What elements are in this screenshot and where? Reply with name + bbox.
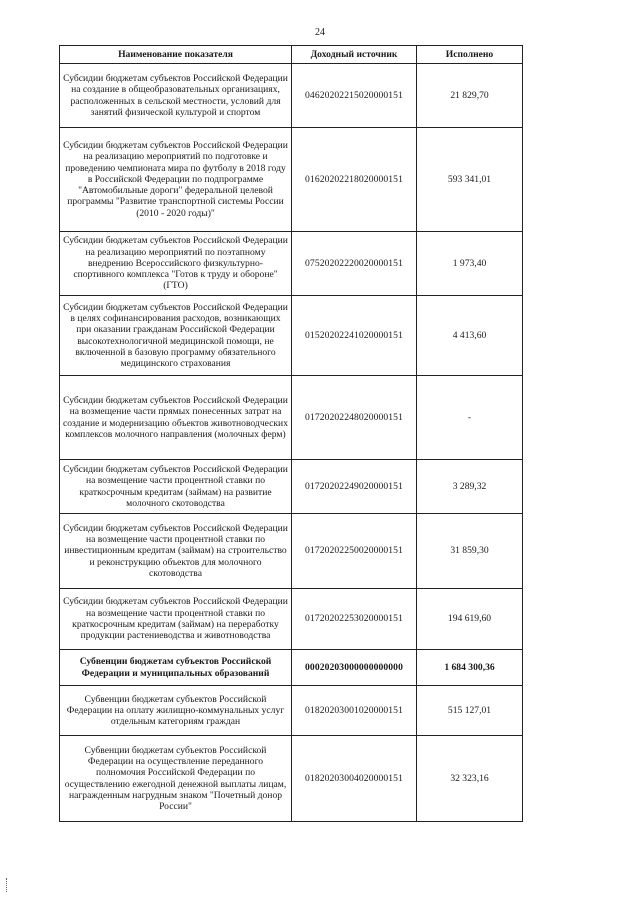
table-row [60,686,523,736]
row-done: 3 289,32 [417,460,523,514]
table-row-subtotal [60,650,523,686]
row-name: Субсидии бюджетам субъектов Российской Федерации на реализацию мероприятий по подготовке и проведению чемпионата мира по футболу в 2018 году в Российской Федерации по подпрограмме "Автомобильные дороги" федеральной целевой программы "Развитие транспортной системы России (2010 - 2020 годы)" [60,128,292,232]
row-done: 31 859,30 [417,514,523,589]
row-source: 01820203001020000151 [292,686,417,736]
row-source: 00020203000000000000 [292,650,417,686]
table-row [60,232,523,296]
table-header-row [60,46,523,64]
header-done: Исполнено [417,46,523,64]
header-source: Доходный источник [292,46,417,64]
scan-edge-mark [6,878,8,892]
row-source: 04620202215020000151 [292,64,417,128]
table-row [60,376,523,460]
row-source: 01820203004020000151 [292,736,417,822]
table-row [60,128,523,232]
table-row [60,514,523,589]
row-name: Субсидии бюджетам субъектов Российской Федерации на возмещение части процентной ставки по краткосрочным кредитам (займам) на переработку продукции растениеводства и животноводства [60,589,292,650]
table-row [60,296,523,376]
row-source: 01720202248020000151 [292,376,417,460]
row-done: 32 323,16 [417,736,523,822]
table-row [60,736,523,822]
row-name: Субсидии бюджетам субъектов Российской Федерации на возмещение части процентной ставки по краткосрочным кредитам (займам) на развитие молочного скотоводства [60,460,292,514]
row-done: 1 973,40 [417,232,523,296]
row-done: - [417,376,523,460]
row-done: 515 127,01 [417,686,523,736]
row-name: Субсидии бюджетам субъектов Российской Федерации на реализацию мероприятий по поэтапному внедрению Всероссийского физкультурно-спортивного комплекса "Готов к труду и обороне" (ГТО) [60,232,292,296]
row-source: 01620202218020000151 [292,128,417,232]
table-row [60,460,523,514]
row-done: 593 341,01 [417,128,523,232]
report-table [59,45,523,822]
row-done: 21 829,70 [417,64,523,128]
row-name: Субсидии бюджетам субъектов Российской Федерации на возмещение части прямых понесенных затрат на создание и модернизацию объектов животноводческих комплексов молочного направления (молочных ферм) [60,376,292,460]
row-name: Субвенции бюджетам субъектов Российской Федерации и муниципальных образований [60,650,292,686]
row-name: Субсидии бюджетам субъектов Российской Федерации на создание в общеобразовательных организациях, расположенных в сельской местности, условий для занятий физической культурой и спортом [60,64,292,128]
row-name: Субвенции бюджетам субъектов Российской Федерации на оплату жилищно-коммунальных услуг отдельным категориям граждан [60,686,292,736]
header-name: Наименование показателя [60,46,292,64]
row-name: Субсидии бюджетам субъектов Российской Федерации в целях софинансирования расходов, возникающих при оказании гражданам Российской Федерации высокотехнологичной медицинской помощи, не включенной в базовую программу обязательного медицинского страхования [60,296,292,376]
row-done: 194 619,60 [417,589,523,650]
row-source: 07520202220020000151 [292,232,417,296]
row-source: 01720202249020000151 [292,460,417,514]
row-source: 01720202253020000151 [292,589,417,650]
row-source: 01720202250020000151 [292,514,417,589]
page-number: 24 [315,27,325,38]
row-done: 1 684 300,36 [417,650,523,686]
row-source: 01520202241020000151 [292,296,417,376]
table-row [60,589,523,650]
row-name: Субвенции бюджетам субъектов Российской Федерации на осуществление переданного полномочия Российской Федерации по осуществлению ежегодной денежной выплаты лицам, награжденным нагрудным знаком "Почетный донор России" [60,736,292,822]
row-name: Субсидии бюджетам субъектов Российской Федерации на возмещение части процентной ставки по инвестиционным кредитам (займам) на строительство и реконструкцию объектов для молочного скотоводства [60,514,292,589]
table-row [60,64,523,128]
row-done: 4 413,60 [417,296,523,376]
